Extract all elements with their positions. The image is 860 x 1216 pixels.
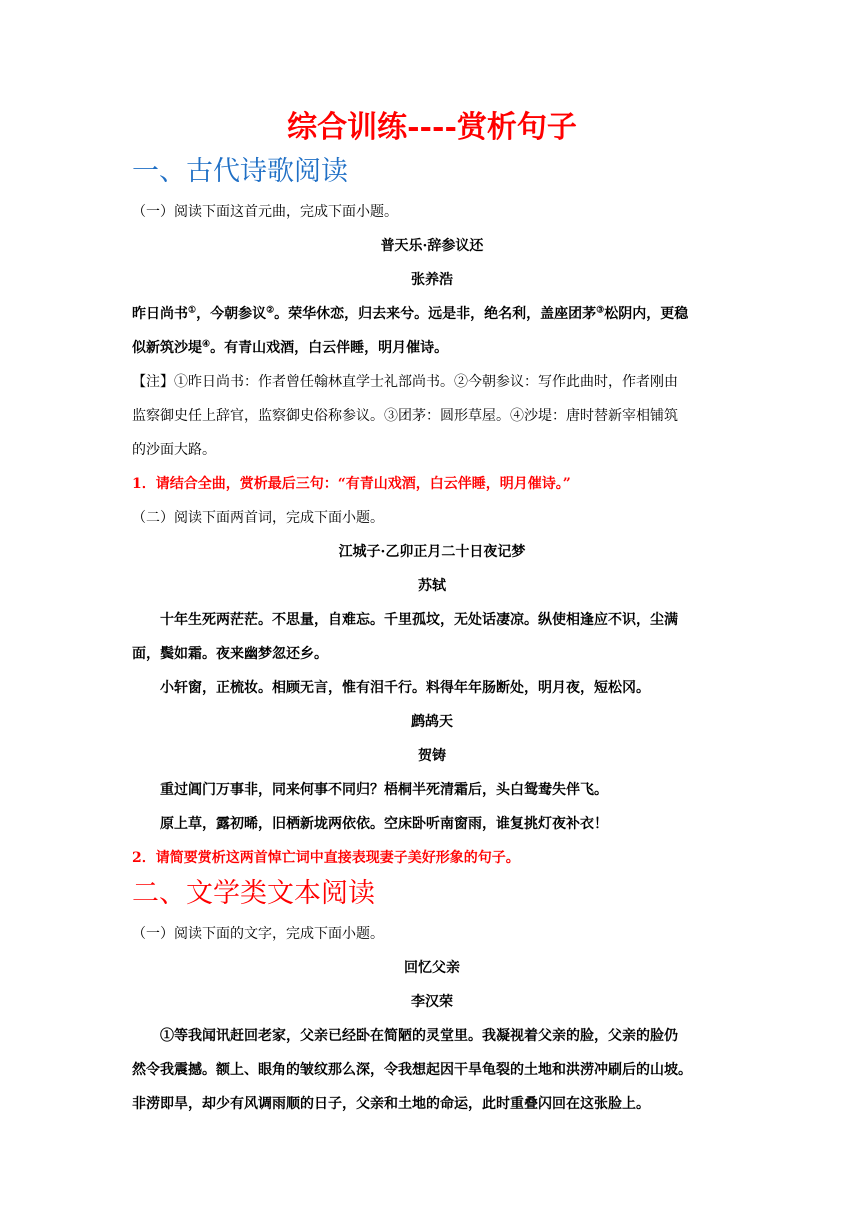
poem-text-segment: 松阴内，更稳: [604, 306, 689, 322]
question-2: 2．请简要赏析这两首悼亡词中直接表现妻子美好形象的句子。: [132, 850, 520, 866]
annotation-line: 监察御史任上辞官，监察御史俗称参议。③团茅：圆形草屋。④沙堤：唐时替新宰相铺筑: [132, 408, 678, 424]
poem-text-segment: 。荣华休恋，归去来兮。远是非，绝名利，盖座团茅: [274, 306, 597, 322]
article-title: 回忆父亲: [404, 960, 460, 976]
poem1-text-line: 小轩窗，正梳妆。相顾无言，惟有泪千行。料得年年肠断处，明月夜，短松冈。: [160, 680, 650, 696]
part2-intro: （二）阅读下面两首词，完成下面小题。: [132, 510, 384, 526]
article-paragraph-line: ①等我闻讯赶回老家，父亲已经卧在简陋的灵堂里。我凝视着父亲的脸，父亲的脸仍: [160, 1028, 678, 1044]
article-author: 李汉荣: [411, 994, 453, 1010]
poem-text-line: [132, 304, 732, 324]
poem-title: 普天乐·辞参议还: [380, 238, 484, 254]
annotation-line: 【注】①昨日尚书：作者曾任翰林直学士礼部尚书。②今朝参议：写作此曲时，作者刚由: [132, 374, 678, 390]
poem2-title: 鹧鸪天: [411, 714, 453, 730]
footnote-marker: ②: [266, 305, 275, 316]
footnote-marker: ④: [202, 339, 211, 350]
footnote-marker: ③: [596, 305, 605, 316]
annotation-line: 的沙面大路。: [132, 442, 216, 458]
section2-part1-intro: （一）阅读下面的文字，完成下面小题。: [132, 926, 384, 942]
section-heading-ancient-poetry: 一、古代诗歌阅读: [132, 156, 348, 187]
poem2-text-line: 重过阊门万事非，同来何事不同归？梧桐半死清霜后，头白鸳鸯失伴飞。: [160, 782, 608, 798]
poem2-author: 贺铸: [418, 748, 446, 764]
poem1-author: 苏轼: [418, 578, 446, 594]
document-title: 综合训练----赏析句子: [287, 110, 577, 145]
poem-author: 张养浩: [411, 272, 453, 288]
poem1-text-line: 面，鬓如霜。夜来幽梦忽还乡。: [132, 646, 328, 662]
poem1-text-line: 十年生死两茫茫。不思量，自难忘。千里孤坟，无处话凄凉。纵使相逢应不识，尘满: [160, 612, 678, 628]
footnote-marker: ①: [188, 305, 197, 316]
part1-intro: （一）阅读下面这首元曲，完成下面小题。: [132, 204, 398, 220]
poem-text-segment: 。有青山戏酒，白云伴睡，明月催诗。: [210, 340, 449, 356]
article-paragraph-line: 然令我震撼。额上、眼角的皱纹那么深，令我想起因干旱龟裂的土地和洪涝冲刷后的山坡。: [132, 1062, 692, 1078]
section-heading-literary-text: 二、文学类文本阅读: [132, 878, 375, 909]
poem1-title: 江城子·乙卯正月二十日夜记梦: [338, 544, 526, 560]
poem-text-segment: 昨日尚书: [132, 306, 188, 322]
poem-text-segment: 似新筑沙堤: [132, 340, 202, 356]
poem2-text-line: 原上草，露初晞，旧栖新垅两依依。空床卧听南窗雨，谁复挑灯夜补衣！: [160, 816, 608, 832]
poem-text-segment: ，今朝参议: [196, 306, 267, 322]
poem-text-line: [132, 338, 732, 358]
article-paragraph-line: 非涝即旱，却少有风调雨顺的日子，父亲和土地的命运，此时重叠闪回在这张脸上。: [132, 1096, 650, 1112]
question-1: 1．请结合全曲，赏析最后三句：“有青山戏酒，白云伴睡，明月催诗。”: [132, 476, 571, 492]
